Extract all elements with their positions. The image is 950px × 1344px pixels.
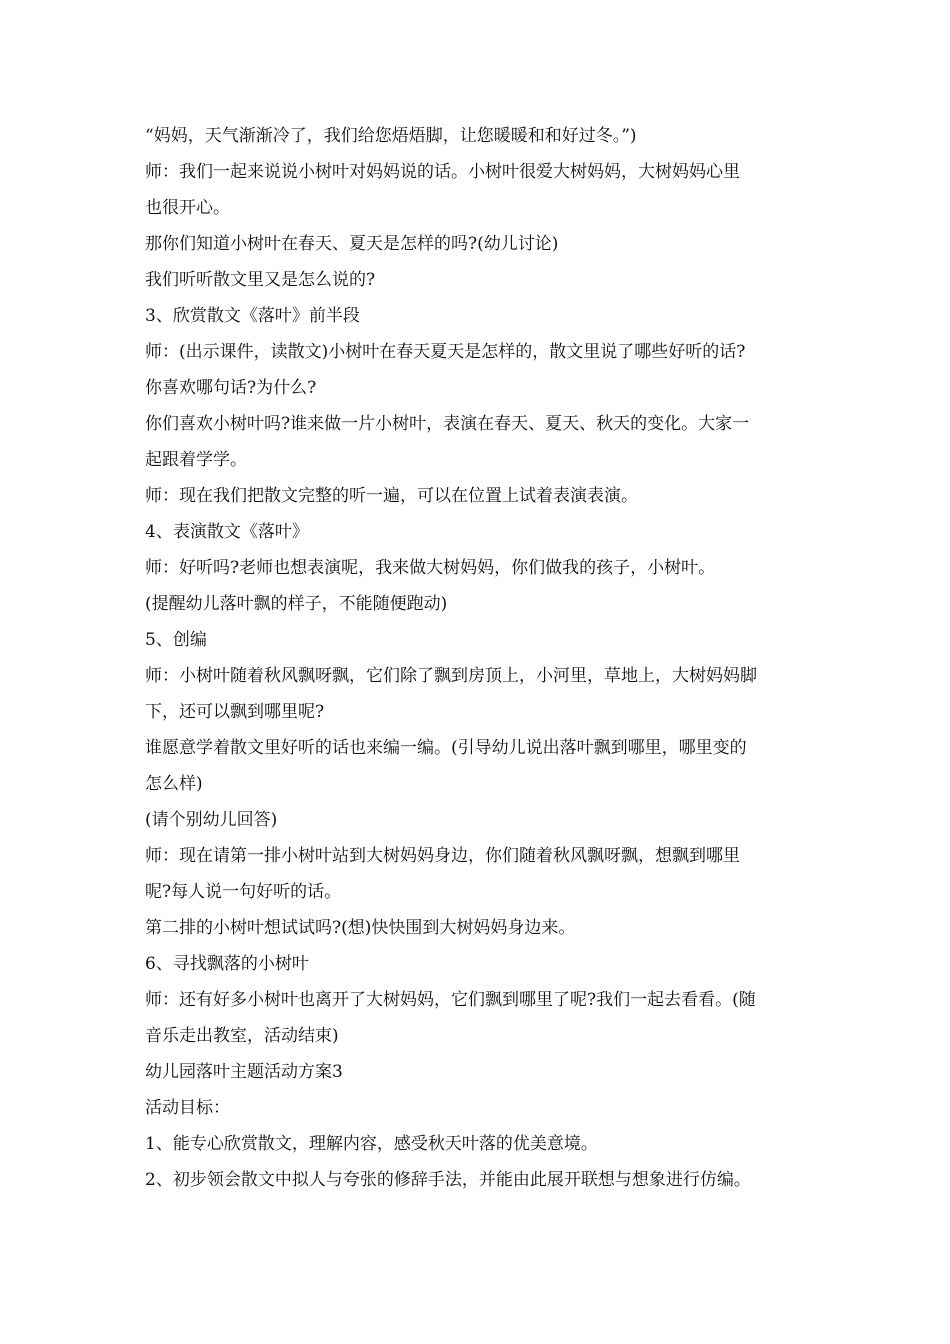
text-line: 师：小树叶随着秋风飘呀飘，它们除了飘到房顶上，小河里，草地上，大树妈妈脚 — [145, 666, 757, 686]
text-line: 我们听听散文里又是怎么说的? — [145, 270, 376, 290]
text-line: 谁愿意学着散文里好听的话也来编一编。(引导幼儿说出落叶飘到哪里，哪里变的 — [145, 738, 747, 758]
text-line: 2、初步领会散文中拟人与夸张的修辞手法，并能由此展开联想与想象进行仿编。 — [145, 1170, 751, 1190]
text-line: 呢?每人说一句好听的话。 — [145, 882, 342, 902]
text-line: 音乐走出教室，活动结束) — [145, 1026, 339, 1046]
text-line: (请个别幼儿回答) — [145, 810, 278, 830]
text-line: 你们喜欢小树叶吗?谁来做一片小树叶，表演在春天、夏天、秋天的变化。大家一 — [145, 414, 750, 434]
text-line: (提醒幼儿落叶飘的样子，不能随便跑动) — [145, 594, 448, 614]
text-line: 也很开心。 — [145, 198, 230, 218]
document-body — [145, 118, 810, 1198]
text-line: 起跟着学学。 — [145, 450, 247, 470]
text-line: 下，还可以飘到哪里呢? — [145, 702, 325, 722]
text-line: 师：还有好多小树叶也离开了大树妈妈，它们飘到哪里了呢?我们一起去看看。(随 — [145, 990, 756, 1010]
text-line: 师：我们一起来说说小树叶对妈妈说的话。小树叶很爱大树妈妈，大树妈妈心里 — [145, 162, 740, 182]
text-line: 师：现在我们把散文完整的听一遍，可以在位置上试着表演表演。 — [145, 486, 638, 506]
text-line: 那你们知道小树叶在春天、夏天是怎样的吗?(幼儿讨论) — [145, 234, 559, 254]
text-line: 怎么样) — [145, 774, 203, 794]
text-line: 第二排的小树叶想试试吗?(想)快快围到大树妈妈身边来。 — [145, 918, 576, 938]
section-heading: 4、表演散文《落叶》 — [145, 522, 309, 542]
text-line: 1、能专心欣赏散文，理解内容，感受秋天叶落的优美意境。 — [145, 1134, 598, 1154]
text-line: 师：现在请第一排小树叶站到大树妈妈身边，你们随着秋风飘呀飘，想飘到哪里 — [145, 846, 740, 866]
section-heading: 3、欣赏散文《落叶》前半段 — [145, 306, 360, 326]
section-heading: 6、寻找飘落的小树叶 — [145, 954, 309, 974]
section-heading: 活动目标： — [145, 1098, 230, 1118]
text-line: “妈妈，天气渐渐冷了，我们给您焐焐脚，让您暖暖和和好过冬。”) — [145, 126, 637, 146]
text-line: 你喜欢哪句话?为什么? — [145, 378, 317, 398]
text-line: 师：(出示课件，读散文)小树叶在春天夏天是怎样的，散文里说了哪些好听的话? — [145, 342, 746, 362]
section-heading: 5、创编 — [145, 630, 207, 650]
text-line: 师：好听吗?老师也想表演呢，我来做大树妈妈，你们做我的孩子，小树叶。 — [145, 558, 716, 578]
plan-title: 幼儿园落叶主题活动方案3 — [145, 1062, 343, 1082]
